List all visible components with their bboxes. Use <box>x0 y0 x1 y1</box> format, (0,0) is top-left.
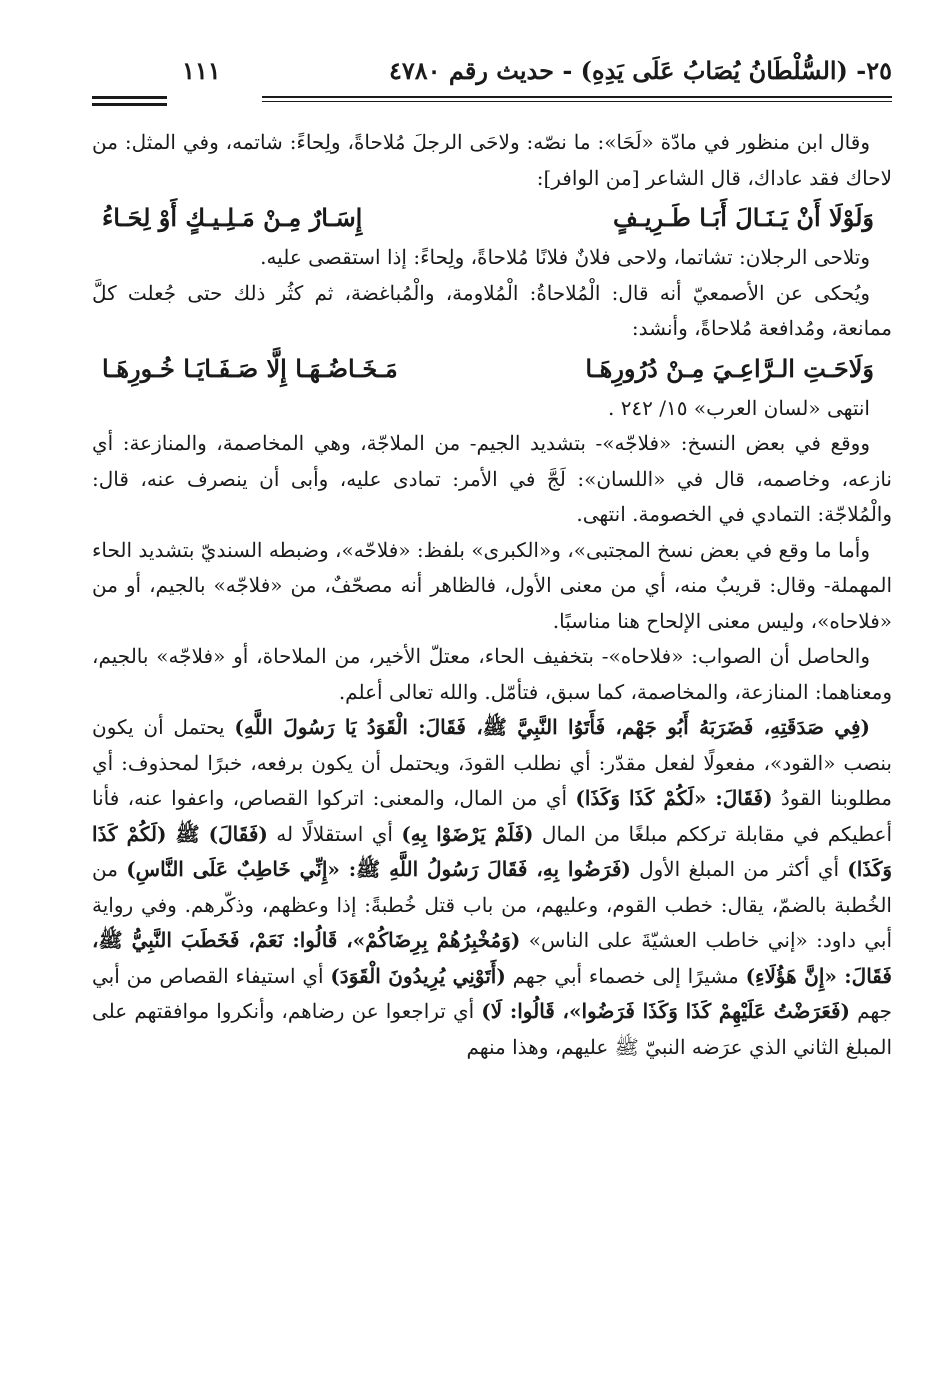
paragraph-text: وقال ابن منظور في مادّة «لَحَا»: ما نصّه: ولاحَى الرجلَ مُلاحاةً، ولِحاءً: شاتمه، وفي المثل: من لاحاك فقد عاداك، قال الشاعر [من الوافر]: <box>92 130 892 190</box>
paragraph-text: ويُحكى عن الأصمعيّ أنه قال: الْمُلاحاةُ: الْمُلاومة، والْمُباغضة، ثم كثُر ذلك حتى جُعلت كلَّ ممانعة، ومُدافعة مُلاحاةً، وأنشد: <box>92 280 892 340</box>
hadith-text: (أَتَوْنِي يُرِيدُونَ الْقَوَدَ) <box>330 963 506 988</box>
verse-second-hemistich: مَـخَـاضُـهَـا إِلَّا صَـفَـايَـا خُـورِهَـا <box>102 353 398 383</box>
hadith-text: (فَقَالَ: «لَكُمْ كَذَا وَكَذَا) <box>575 786 773 810</box>
paragraph-talaha <box>92 240 892 276</box>
paragraph-conclusion <box>92 639 892 710</box>
verse-line <box>92 349 892 389</box>
page-header <box>92 40 892 100</box>
paragraph-text: والحاصل أن الصواب: «فلاحاه»- بتخفيف الحاء، معتلّ الأخير، من الملاحاة، أو «فلاجّه» بالجيم، ومعناهما: المنازعة، والمخاصمة، كما سبق، فتأمّل. والله تعالى أعلم. <box>92 644 892 704</box>
hadith-text: (فَقَالَ) ﷺ (لَكُمْ كَذَا وَكَذَا) <box>92 821 892 881</box>
paragraph-source-reference <box>92 391 892 427</box>
paragraph-text: وتلاحى الرجلان: تشاتما، ولاحى فلانٌ فلانًا مُلاحاةً، ولِحاءً: إذا استقصى عليه. <box>260 245 870 269</box>
commentary-text: أي أكثر من المبلغ الأول <box>630 857 848 881</box>
paragraph-asmai <box>92 276 892 347</box>
paragraph-mujtaba-variant <box>92 533 892 640</box>
page-body <box>92 125 892 1065</box>
commentary-text: يحتمل أن يكون بنصب «القود»، مفعولًا لفعل مقدّر: أي نطلب القودَ، ويحتمل أن يكون برفعه، خبرًا لمحذوف: أي مطلوبنا القودُ <box>92 715 892 810</box>
commentary-text: أي استيفاء القصاص من أبي جهم <box>92 963 892 1023</box>
commentary-text: أي استقلالًا له <box>267 821 402 846</box>
page-number-rule <box>92 96 167 106</box>
verse-first-hemistich: وَلَاحَـتِ الـرَّاعِـيَ مِـنْ دُرُورِهَـا <box>585 353 874 383</box>
paragraph-ibn-manzur <box>92 125 892 196</box>
commentary-text: أي من المال، والمعنى: اتركوا القصاص، واعفوا عنه، فأنا أعطيكم في مقابلة ترككم مبلغًا من المال <box>92 786 893 846</box>
header-rule <box>262 96 892 102</box>
hadith-text: (فِي صَدَقَتِهِ، فَضَرَبَهُ أَبُو جَهْم، فَأَتَوُا النَّبِيَّ ﷺ، فَقَالَ: الْقَوَدُ يَا رَسُولَ اللَّهِ) <box>234 715 870 739</box>
hadith-text: (وَمُخْبِرُهُمْ بِرِضَاكُمْ»، قَالُوا: نَعَمْ، فَخَطَبَ النَّبِيُّ ﷺ، فَقَالَ: «إِنَّ هَؤُلَاءِ) <box>92 928 892 988</box>
commentary-text: من الخُطبة بالضمّ، يقال: خطب القوم، وعليهم، من باب قتل خُطبةً: إذا وعظهم، وذكّرهم. وفي رواية أبي داود: «إني خاطب العشيّةَ على الناس» <box>92 857 893 952</box>
verse-first-hemistich: وَلَوْلَا أَنْ يَـنَـالَ أَبَـا طَـرِيـفٍ <box>612 203 874 232</box>
paragraph-falajjahu <box>92 426 892 533</box>
paragraph-hadith-commentary <box>92 710 892 1065</box>
book-page <box>92 40 892 1340</box>
verse-second-hemistich: إِسَـارٌ مِـنْ مَـلِـيـكٍ أَوْ لِحَـاءُ <box>102 203 363 232</box>
commentary-text: مشيرًا إلى خصماء أبي جهم <box>505 963 746 988</box>
hadith-text: (فَرَضُوا بِهِ، فَقَالَ رَسُولُ اللَّهِ ﷺ: «إِنِّي خَاطِبٌ عَلَى النَّاسِ) <box>126 857 631 881</box>
commentary-text: أي تراجعوا عن رضاهم، وأنكروا موافقتهم على المبلغ الثاني الذي عرَضه النبيّ ﷺ عليهم، وهذا منهم <box>92 999 892 1059</box>
verse-line <box>92 198 892 238</box>
paragraph-text: انتهى «لسان العرب» ١٥/ ٢٤٢ . <box>607 395 870 420</box>
hadith-text: (فَعَرَضْتُ عَلَيْهِمْ كَذَا وَكَذَا فَرَضُوا»، قَالُوا: لَا) <box>481 999 851 1023</box>
running-title: ٢٥- (السُّلْطَانُ يُصَابُ عَلَى يَدِهِ) - حديث رقم ٤٧٨٠ <box>388 56 892 85</box>
paragraph-text: وأما ما وقع في بعض نسخ المجتبى»، و«الكبرى» بلفظ: «فلاحّه»، وضبطه السنديّ بتشديد الحاء المهملة- وقال: قريبٌ منه، أي من معنى الأول، فالظاهر أنه مصحّفٌ، من «فلاجّه» بالجيم، أو من «فلاحاه»، وليس معنى الإلحاح هنا مناسبًا. <box>92 537 892 633</box>
hadith-text: (فَلَمْ يَرْضَوْا بِهِ) <box>401 821 534 846</box>
paragraph-text: ووقع في بعض النسخ: «فلاجّه»- بتشديد الجيم- من الملاجّة، وهي المخاصمة، والمنازعة: أي نازعه، وخاصمه، قال في «اللسان»: لَجَّ في الأمر: تمادى عليه، وأبى أن ينصرف عنه، قال: والْمُلاجّة: التمادي في الخصومة. انتهى. <box>92 431 892 526</box>
page-number: ١١١ <box>182 56 221 85</box>
